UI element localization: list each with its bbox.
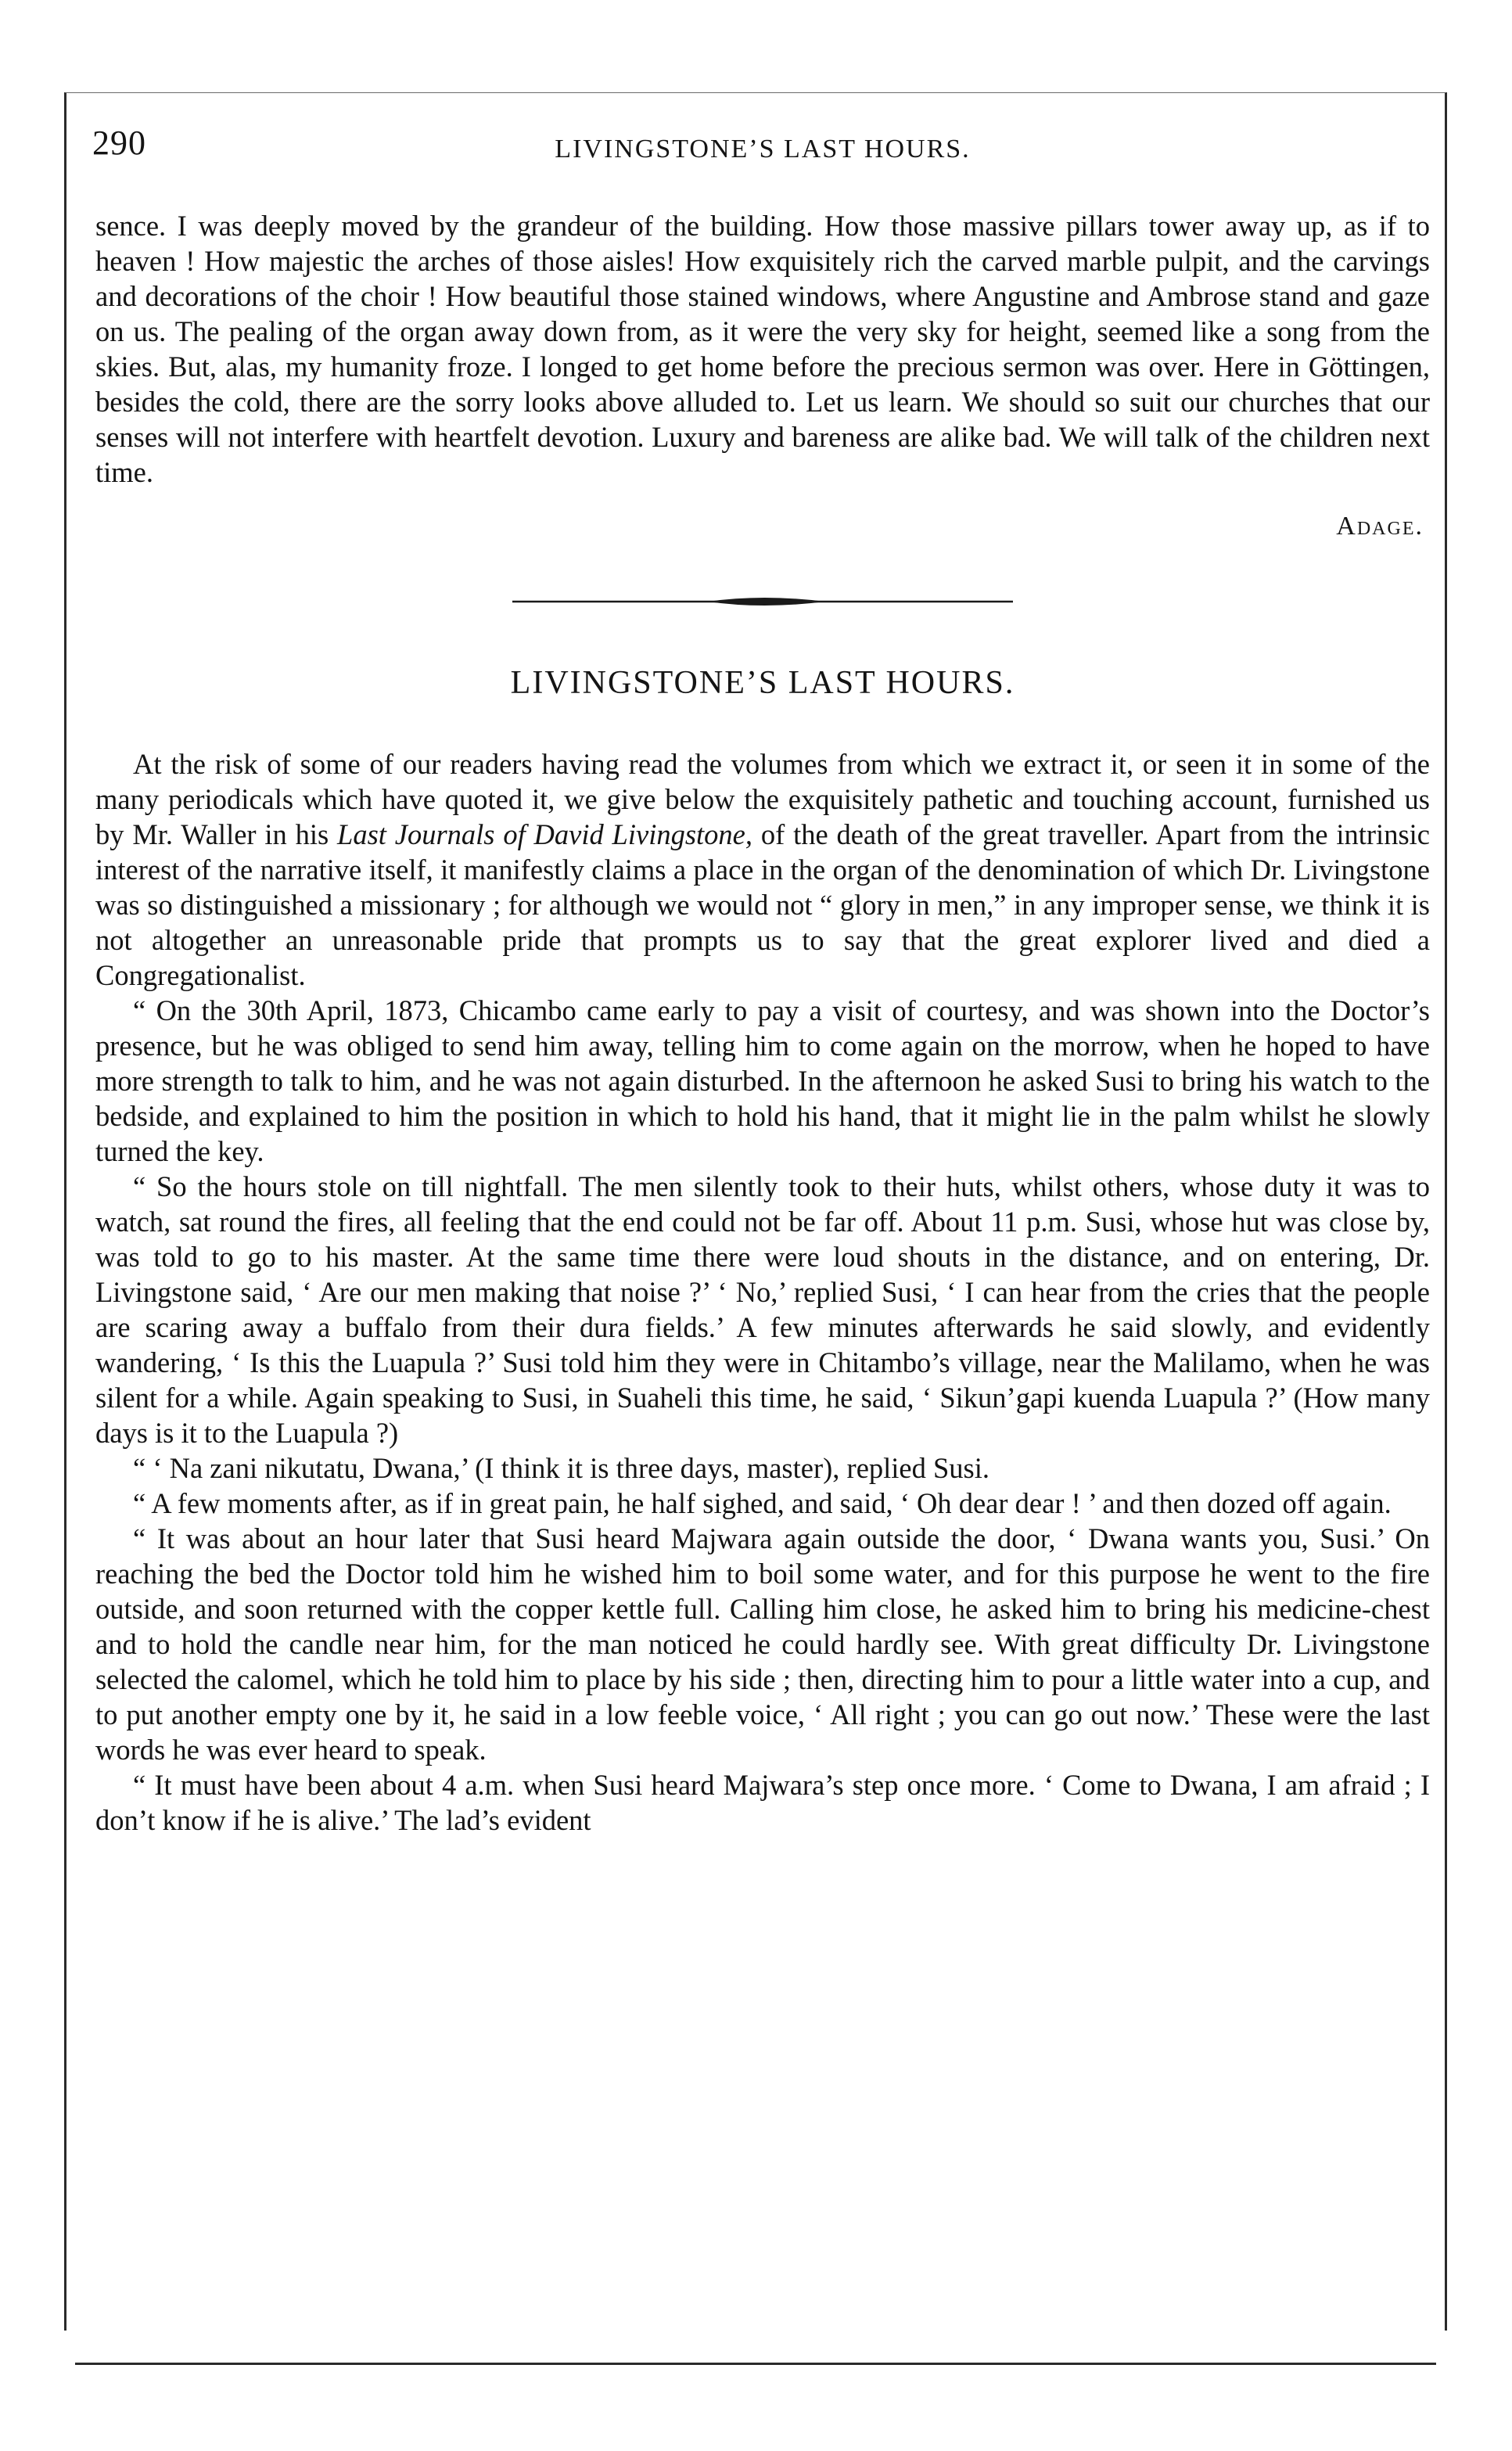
intro-text-end: of the death of the great traveller. Apart from the intrinsic interest of the narrative itself, it manifestly claims a place in the organ of the denomination of which Dr. Livingstone was so distinguished a missionary ; for although we would not “ glory in men,” in any improper sense, we think it is not altogether an unreasonable pride that prompts us to say that the great explorer lived and died a Congregationalist. [95, 818, 1430, 991]
article-paragraph: “ It must have been about 4 a.m. when Susi heard Majwara’s step once more. ‘ Come to Dwana, I am afraid ; I don’t know if he is alive.’ The lad’s evident [95, 1769, 1430, 1836]
intro-text-start: At the risk of some of our readers having read the volumes from which we extract it, or seen it in some of the many periodicals which have quoted it, we give below the exquisitely pathetic and touching account, furnished us by Mr. Waller in his [95, 748, 1430, 850]
page-number: 290 [92, 124, 146, 162]
previous-article-ending [95, 208, 1430, 544]
article-body [95, 746, 1430, 1838]
article-title: LIVINGSTONE’S LAST HOURS. [510, 665, 1015, 701]
article-paragraph: “ So the hours stole on till nightfall. The men silently took to their huts, whilst others, whose duty it was to watch, sat round the fires, all feeling that the end could not be far off. About 11 p.m. Susi, whose hut was close by, was told to go to his master. At the same time there were loud shouts in the distance, and on entering, Dr. Livingstone said, ‘ Are our men making that noise ?’ ‘ No,’ replied Susi, ‘ I can hear from the cries that the people are scaring away a buffalo from their dura fields.’ A few minutes afterwards he said slowly, and evidently wandering, ‘ Is this the Luapula ?’ Susi told him they were in Chitambo’s village, near the Malilamo, when he was silent for a while. Again speaking to Susi, in Suaheli this time, he said, ‘ Sikun’gapi kuenda Luapula ?’ (How many days is it to the Luapula ?) [95, 1170, 1430, 1449]
running-title: LIVINGSTONE’S LAST HOURS. [555, 135, 971, 164]
author-signature: Adage. [1336, 512, 1424, 541]
article-paragraph: “ A few moments after, as if in great pain, he half sighed, and said, ‘ Oh dear dear ! ’ and then dozed off again. [133, 1487, 1392, 1519]
page-bottom-rule [75, 2363, 1436, 2365]
page-content [92, 124, 1430, 1838]
section-divider-ornament [512, 592, 1013, 611]
article-paragraph: “ On the 30th April, 1873, Chicambo came early to pay a visit of courtesy, and was shown into the Doctor’s presence, but he was obliged to send him away, telling him to come again on the morrow, when he hoped to have more strength to talk to him, and he was not again disturbed. In the afternoon he asked Susi to bring his watch to the bedside, and explained to him the position in which to hold his hand, that it might lie in the palm whilst he slowly turned the key. [95, 994, 1430, 1167]
previous-article-paragraph: sence. I was deeply moved by the grandeur of the building. How those massive pillars tower away up, as if to heaven ! How majestic the arches of those aisles! How exquisitely rich the carved marble pulpit, and the carvings and decorations of the choir ! How beautiful those stained windows, where Angustine and Ambrose stand and gaze on us. The pealing of the organ away down from, as it were the very sky for height, seemed like a song from the skies. But, alas, my humanity froze. I longed to get home before the precious sermon was over. Here in Göttingen, besides the cold, there are the sorry looks above alluded to. Let us learn. We should so suit our churches that our senses will not interfere with heartfelt devotion. Luxury and bareness are alike bad. We will talk of the children next time. [95, 210, 1430, 488]
running-head [92, 124, 1430, 174]
article-paragraph: “ ‘ Na zani nikutatu, Dwana,’ (I think it is three days, master), replied Susi. [133, 1452, 990, 1484]
article-paragraph: “ It was about an hour later that Susi heard Majwara again outside the door, ‘ Dwana wants you, Susi.’ On reaching the bed the Doctor told him he wished him to boil some water, and for this purpose he went to the fire outside, and soon returned with the copper kettle full. Calling him close, he asked him to bring his medicine-chest and to hold the candle near him, for the man noticed he could hardly see. With great difficulty Dr. Livingstone selected the calomel, which he told him to place by his side ; then, directing him to pour a little water into a cup, and to put another empty one by it, he said in a low feeble voice, ‘ All right ; you can go out now.’ These were the last words he was ever heard to speak. [95, 1522, 1430, 1766]
article-intro-paragraph [95, 746, 1430, 993]
book-title-italic: Last Journals of David Livingstone, [337, 818, 753, 850]
